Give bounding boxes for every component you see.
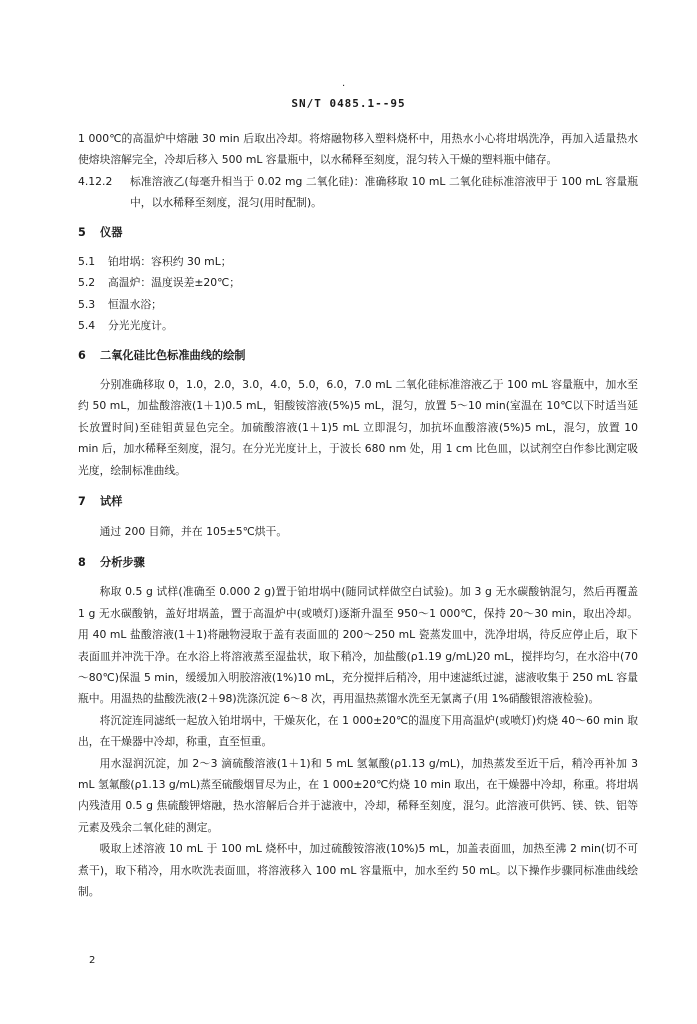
list-item — [78, 315, 638, 336]
clause-4-12-2 — [78, 171, 638, 214]
item-number: 5.1 — [78, 255, 96, 269]
clause-number: 4.12.2 — [78, 174, 113, 188]
paragraph-continued: 1 000℃的高温炉中熔融 30 min 后取出冷却。将熔融物移入塑料烧杯中，用热水小心将坩埚洗净，再加入适量热水使熔块溶解完全，冷却后移入 500 mL 容量瓶中，以水稀释至刻度，混匀转入干燥的塑料瓶中储存。 — [78, 132, 638, 167]
section-5-heading — [78, 222, 638, 243]
section-title: 仪器 — [100, 225, 123, 239]
item-number: 5.2 — [78, 276, 96, 290]
section-number: 7 — [78, 495, 86, 509]
header-dot: . — [342, 78, 346, 89]
item-number: 5.4 — [78, 319, 96, 333]
section-title: 分析步骤 — [100, 555, 145, 569]
section-7-paragraph: 通过 200 目筛，并在 105±5℃烘干。 — [99, 524, 288, 538]
section-8-paragraph: 将沉淀连同滤纸一起放入铂坩埚中，干燥灰化，在 1 000±20℃的温度下用高温炉(或喷灯)灼烧 40～60 min 取出，在干燥器中冷却，称重，直至恒重。 — [78, 713, 638, 749]
section-title: 二氧化硅比色标准曲线的绘制 — [100, 348, 246, 362]
item-text: 高温炉：温度误差±20℃； — [108, 276, 241, 290]
page-number: 2 — [89, 955, 96, 966]
list-item — [78, 272, 638, 293]
clause-text: 标准溶液乙(每毫升相当于 0.02 mg 二氧化硅)：准确移取 10 mL 二氧化硅标准溶液甲于 100 mL 容量瓶中，以水稀释至刻度，混匀(用时配制)。 — [130, 174, 638, 210]
section-8-paragraph: 用水湿润沉淀，加 2～3 滴硫酸溶液(1＋1)和 5 mL 氢氟酸(ρ1.13 g/mL)，加热蒸发至近干后，稍冷再补加 3 mL 氢氟酸(ρ1.13 g/mL)蒸至硫酸烟冒尽为止，在 1 000±20℃灼烧 10 min 取出，在干燥器中冷却，称重。将坩埚内残渣用 0.5 g 焦硫酸钾熔融，热水溶解后合并于滤液中，冷却，稀释至刻度，混匀。此溶液可供钙、镁、铁、铝等元素及残余二氧化硅的测定。 — [78, 756, 638, 834]
section-6-heading — [78, 345, 638, 366]
section-number: 6 — [78, 348, 86, 362]
item-number: 5.3 — [78, 297, 96, 311]
section-8-paragraph: 称取 0.5 g 试样(准确至 0.000 2 g)置于铂坩埚中(随同试样做空白试验)。加 3 g 无水碳酸钠混匀，然后再覆盖 1 g 无水碳酸钠，盖好坩埚盖，置于高温炉中(或喷灯)逐渐升温至 950～1 000℃，保持 20～30 min，取出冷却。用 40 mL 盐酸溶液(1＋1)将融物浸取于盖有表面皿的 200～250 mL 瓷蒸发皿中，洗净坩埚，待反应停止后，取下表面皿并冲洗干净。在水浴上将溶液蒸至湿盐状，取下稍冷，加盐酸(ρ1.19 g/mL)20 mL，搅拌均匀，在水浴中(70～80℃)保温 5 min，缓缓加入明胶溶液(1%)10 mL，充分搅拌后稍冷，用中速滤纸过滤，滤液收集于 250 mL 容量瓶中。用温热的盐酸洗液(2＋98)洗涤沉淀 6～8 次，再用温热蒸馏水洗至无氯离子(用 1%硝酸银溶液检验)。 — [78, 585, 638, 706]
section-title: 试样 — [100, 495, 123, 509]
section-7-heading — [78, 491, 638, 512]
standard-code: SN/T 0485.1--95 — [291, 97, 406, 110]
item-text: 恒温水浴； — [108, 297, 162, 311]
section-6-paragraph: 分别准确移取 0，1.0，2.0，3.0，4.0，5.0，6.0，7.0 mL 二氧化硅标准溶液乙于 100 mL 容量瓶中，加水至约 50 mL，加盐酸溶液(1＋1)0.5 mL，钼酸铵溶液(5%)5 mL，混匀，放置 5～10 min(室温在 10℃以下时适当延长放置时间)至硅钼黄显色完全。加硫酸溶液(1＋1)5 mL 立即混匀，加抗坏血酸溶液(5%)5 mL，混匀，放置 10 min 后，加水稀释至刻度，混匀。在分光光度计上，于波长 680 nm 处，用 1 cm 比色皿，以试剂空白作参比测定吸光度，绘制标准曲线。 — [78, 378, 638, 477]
section-number: 5 — [78, 225, 86, 239]
section-8-paragraph: 吸取上述溶液 10 mL 于 100 mL 烧杯中，加过硫酸铵溶液(10%)5 mL，加盖表面皿，加热至沸 2 min(切不可煮干)，取下稍冷，用水吹洗表面皿，将溶液移入 100 mL 容量瓶中，加水至约 50 mL。以下操作步骤同标准曲线绘制。 — [78, 842, 638, 898]
list-item — [78, 251, 638, 272]
item-text: 分光光度计。 — [108, 319, 173, 333]
list-item — [78, 294, 638, 315]
document-body — [78, 128, 638, 902]
item-text: 铂坩埚：容积约 30 mL； — [108, 255, 232, 269]
section-8-heading — [78, 552, 638, 573]
section-number: 8 — [78, 555, 86, 569]
